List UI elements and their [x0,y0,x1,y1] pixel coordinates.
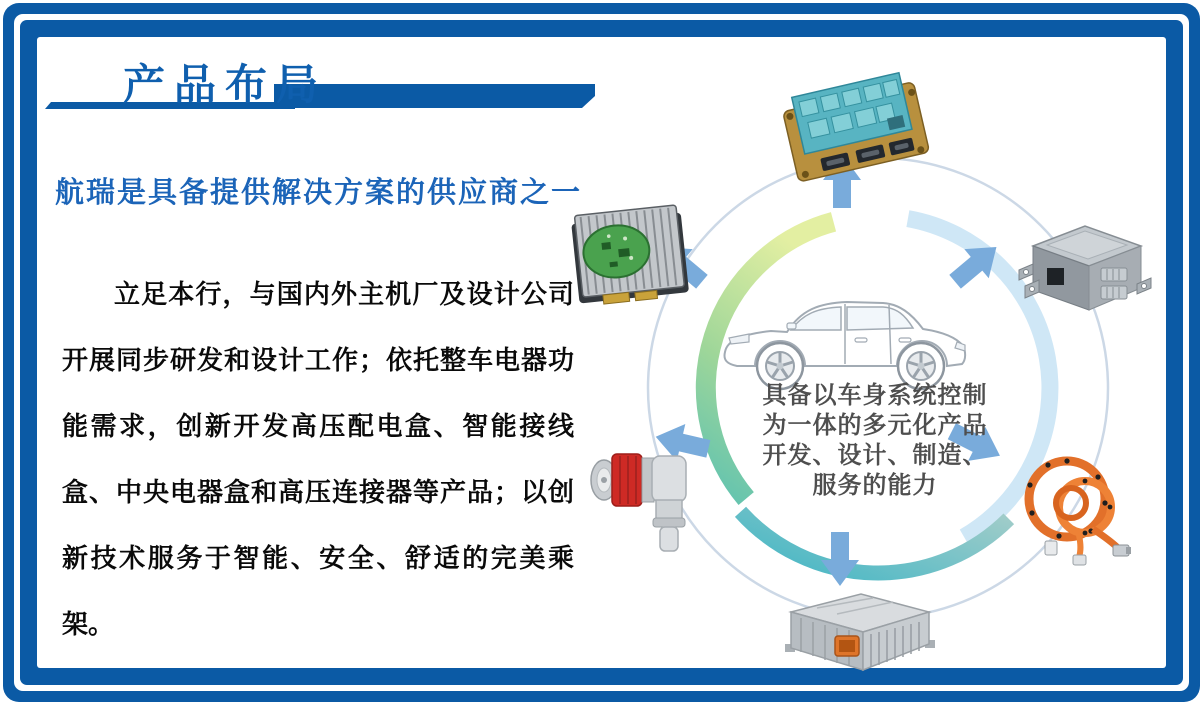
arc-teal [741,512,1009,573]
caption-line: 服务的能力 [812,473,938,499]
page-title: 产品布局 [123,61,328,108]
caption-line: 开发、设计、制造、 [762,443,988,469]
diagram-center-caption [710,381,1040,501]
power-control-unit-image [785,594,935,670]
ecu-controller-image [570,205,689,307]
hv-right-angle-connector-image [591,454,686,551]
caption-line: 具备以车身系统控制 [762,383,988,409]
sealed-control-box-image [1019,226,1151,310]
intro-heading: 航瑞是具备提供解决方案的供应商之一 [55,177,583,209]
intro-body-paragraph: 立足本行，与国内外主机厂及设计公司开展同步研发和设计工作；依托整车电器功能需求，创新开发高压配电盒、智能接线盒、中央电器盒和高压连接器等产品；以创新技术服务于智能、安全、舒适的完美乘架。 [62,280,574,639]
caption-line: 为一体的多元化产品 [762,413,988,439]
product-layout-diagram [565,60,1165,675]
sedan-car-line-art [725,302,966,389]
relay-distribution-box-image [780,70,929,182]
